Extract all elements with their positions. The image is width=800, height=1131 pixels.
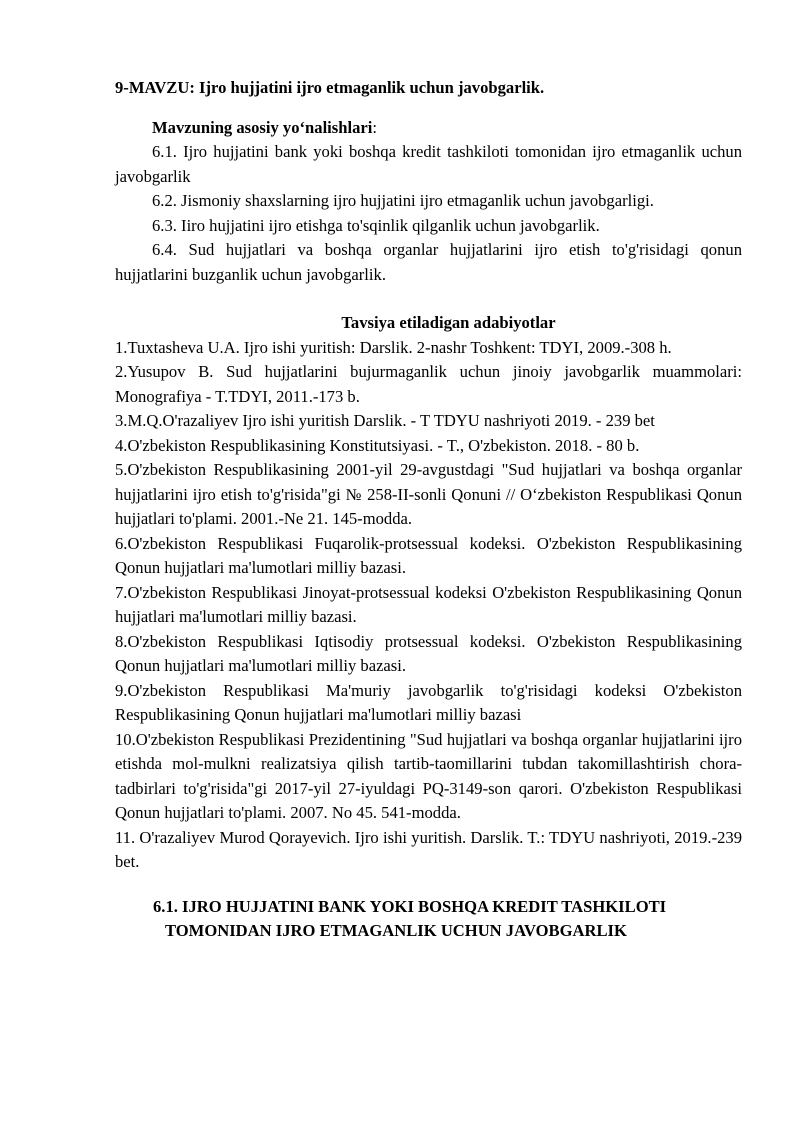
outline-item: 6.4. Sud hujjatlari va boshqa organlar hujjatlarini ijro etish to'g'risidagi qonun hujjatlarini buzganlik uchun javobgarlik. <box>115 240 742 284</box>
reference-item: 7.O'zbekiston Respublikasi Jinoyat-protsessual kodeksi O'zbekiston Respublikasining Qonun hujjatlari ma'lumotlari milliy bazasi. <box>115 582 742 626</box>
reference-item: 9.O'zbekiston Respublikasi Ma'muriy javobgarlik to'g'risidagi kodeksi O'zbekiston Respublikasining Qonun hujjatlari ma'lumotlari milliy bazasi <box>115 680 742 724</box>
section-heading-line2: TOMONIDAN IJRO ETMAGANLIK UCHUN JAVOBGARLIK <box>165 921 627 940</box>
references-heading: Tavsiya etiladigan adabiyotlar <box>341 313 556 332</box>
section-heading <box>115 895 753 944</box>
reference-item: 5.O'zbekiston Respublikasining 2001-yil 29-avgustdagi "Sud hujjatlari va boshqa organlar hujjatlarini ijro etish to'g'risida"gi № 258-II-sonli Qonuni // O‘zbekiston Respublikasi Qonun hujjatlari to'plami. 2001.-Ne 21. 145-modda. <box>115 460 742 528</box>
outline-item: 6.3. Iiro hujjatini ijro etishga to'sqinlik qilganlik uchun javobgarlik. <box>152 215 600 235</box>
reference-item: 1.Tuxtasheva U.A. Ijro ishi yuritish: Darslik. 2-nashr Toshkent: TDYI, 2009.-308 h. <box>115 337 672 357</box>
reference-item: 11. O'razaliyev Murod Qorayevich. Ijro ishi yuritish. Darslik. T.: TDYU nashriyoti, 2019.-239 bet. <box>115 827 742 871</box>
reference-item: 3.M.Q.O'razaliyev Ijro ishi yuritish Darslik. - T TDYU nashriyoti 2019. - 239 bet <box>115 411 655 430</box>
reference-item: 2.Yusupov B. Sud hujjatlarini bujurmaganlik uchun jinoiy javobgarlik muammolari: Monografiya - T.TDYI, 2011.-173 b. <box>115 362 742 406</box>
reference-item: 8.O'zbekiston Respublikasi Iqtisodiy protsessual kodeksi. O'zbekiston Respublikasining Qonun hujjatlari ma'lumotlari milliy bazasi. <box>115 631 742 675</box>
outline-item: 6.1. Ijro hujjatini bank yoki boshqa kredit tashkiloti tomonidan ijro etmaganlik uchun javobgarlik <box>115 142 742 186</box>
topic-outline <box>115 116 742 288</box>
reference-item: 10.O'zbekiston Respublikasi Prezidentining "Sud hujjatlari va boshqa organlar hujjatlarini ijro etishda mol-mulkni realizatsiya qilish tartib-taomillarini tubdan takomillashtirish chora-tadbirlari to'g'risida"gi 2017-yil 27-iyuldagi PQ-3149-son qarori. O'zbekiston Respublikasi Qonun hujjatlari to'plami. 2007. No 45. 541-modda. <box>115 729 742 822</box>
reference-item: 4.O'zbekiston Respublikasining Konstitutsiyasi. - T., O'zbekiston. 2018. - 80 b. <box>115 435 640 455</box>
references-list <box>115 336 742 875</box>
section-heading-line1: 6.1. IJRO HUJJATINI BANK YOKI BOSHQA KREDIT TASHKILOTI <box>153 896 667 916</box>
outline-lead-label: Mavzuning asosiy yo‘nalishlari <box>152 117 373 137</box>
outline-lead <box>115 116 742 141</box>
topic-title: 9-MAVZU: Ijro hujjatini ijro etmaganlik uchun javobgarlik. <box>115 78 545 97</box>
document-page <box>115 76 742 944</box>
outline-item: 6.2. Jismoniy shaxslarning ijro hujjatini ijro etmaganlik uchun javobgarligi. <box>152 191 654 210</box>
reference-item: 6.O'zbekiston Respublikasi Fuqarolik-protsessual kodeksi. O'zbekiston Respublikasining Qonun hujjatlari ma'lumotlari milliy bazasi. <box>115 533 742 577</box>
outline-lead-colon: : <box>372 117 377 137</box>
